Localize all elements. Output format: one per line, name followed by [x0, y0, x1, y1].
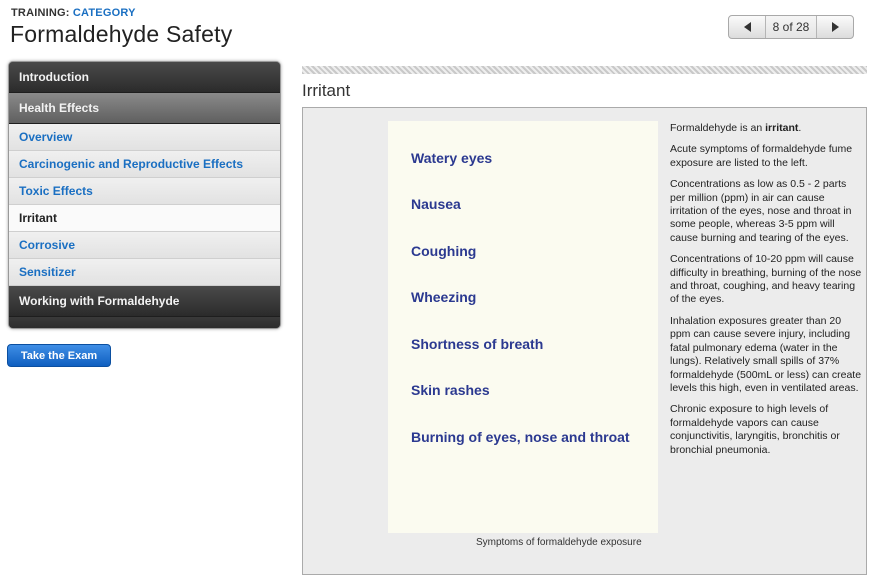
page-count: 8 of 28 [765, 16, 817, 38]
symptom-item: Shortness of breath [411, 336, 544, 352]
prev-page-button[interactable] [729, 16, 765, 38]
section-title: Irritant [302, 81, 351, 100]
triangle-right-icon [832, 22, 839, 32]
triangle-left-icon [744, 22, 751, 32]
nav-item-sensitizer[interactable]: Sensitizer [9, 259, 280, 286]
nav-section-health-effects[interactable]: Health Effects [9, 93, 280, 124]
symptom-item: Coughing [411, 243, 477, 259]
take-exam-button[interactable]: Take the Exam [7, 344, 111, 367]
symptom-item: Nausea [411, 196, 461, 212]
nav-item-overview[interactable]: Overview [9, 124, 280, 151]
paragraph: Concentrations of 10-20 ppm will cause difficulty in breathing, burning of the nose and throat, coughing, and heavy tearing of the eyes. [670, 253, 862, 306]
symptom-item: Watery eyes [411, 150, 493, 166]
slide-caption: Symptoms of formaldehyde exposure [476, 537, 642, 548]
pager [728, 15, 854, 39]
content-panel [302, 107, 867, 575]
category-link[interactable]: CATEGORY [72, 7, 136, 19]
intro-period: . [798, 122, 802, 134]
training-label: TRAINING: [11, 7, 70, 19]
breadcrumb [11, 7, 136, 19]
paragraph: Inhalation exposures greater than 20 ppm can cause severe injury, including fatal pulmonary edema (water in the lungs). Relatively small spills of 37% formaldehyde (500mL or less) can create levels this high, even in ventilated areas. [670, 314, 862, 394]
symptom-item: Wheezing [411, 289, 477, 305]
nav-item-toxic-effects[interactable]: Toxic Effects [9, 178, 280, 205]
paragraph: Acute symptoms of formaldehyde fume exposure are listed to the left. [670, 143, 853, 169]
section-divider [302, 66, 867, 74]
intro-paragraph [670, 122, 862, 135]
page-title: Formaldehyde Safety [10, 21, 233, 47]
paragraph: Chronic exposure to high levels of formaldehyde vapors can cause conjunctivitis, laryngitis, bronchitis or bronchial pneumonia. [670, 403, 840, 456]
next-page-button[interactable] [817, 16, 853, 38]
intro-text: Formaldehyde is an [670, 122, 766, 134]
nav-section-working-with-formaldehyde[interactable]: Working with Formaldehyde [9, 286, 280, 317]
nav-footer [9, 317, 280, 329]
nav-section-introduction[interactable]: Introduction [9, 62, 280, 93]
paragraph: Concentrations as low as 0.5 - 2 parts per million (ppm) in air can cause irritation of the eyes, nose and throat in some people, whereas 3-5 ppm will cause burning and tearing of the eyes. [670, 178, 852, 244]
description-text [670, 122, 862, 465]
course-navigation [8, 61, 281, 329]
symptom-item: Burning of eyes, nose and throat [411, 429, 630, 445]
symptom-item: Skin rashes [411, 382, 490, 398]
nav-item-irritant[interactable]: Irritant [9, 205, 280, 232]
nav-item-corrosive[interactable]: Corrosive [9, 232, 280, 259]
irritant-term: irritant [765, 122, 799, 134]
symptoms-slide [388, 121, 658, 533]
nav-item-carcinogenic[interactable]: Carcinogenic and Reproductive Effects [9, 151, 280, 178]
